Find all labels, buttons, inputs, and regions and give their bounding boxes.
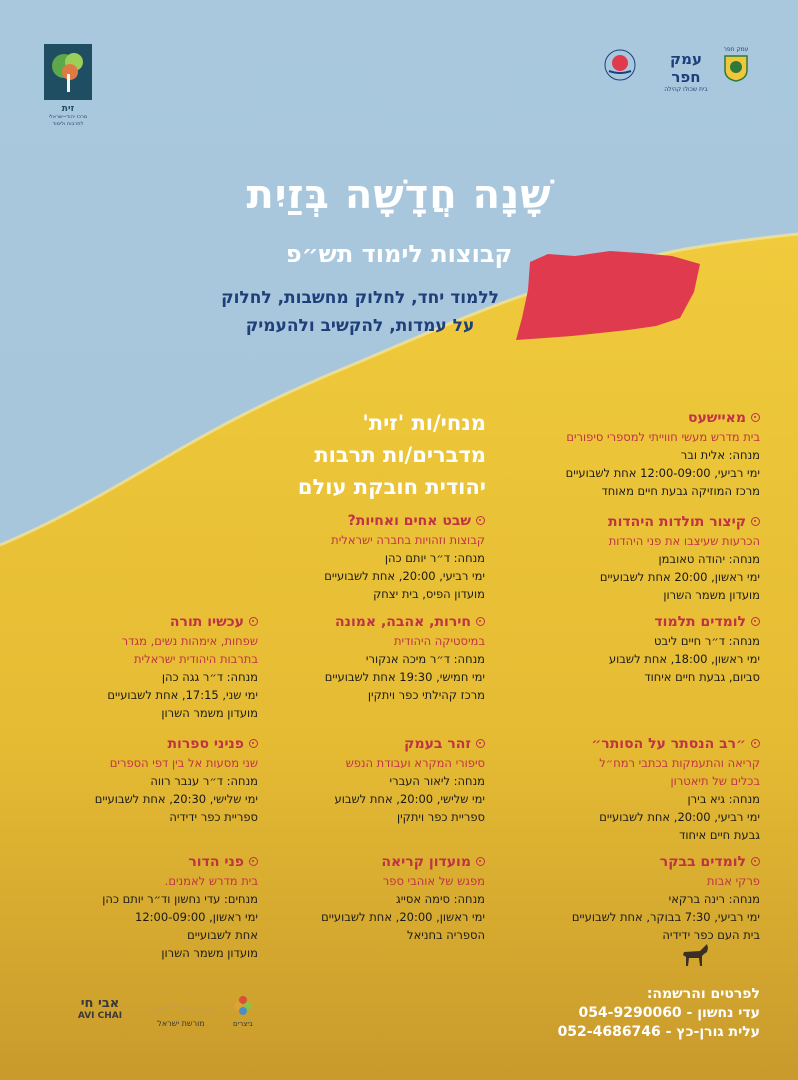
course-subtitle: סיפורי המקרא ועבודת הנפש bbox=[345, 756, 485, 770]
course-subtitle: בכלים של תיאטרון bbox=[670, 774, 760, 788]
contact-heading: לפרטים והרשמה: bbox=[646, 986, 760, 1002]
circle-logo bbox=[603, 48, 637, 82]
flower-logo-text: ביצרים bbox=[233, 1020, 253, 1028]
wave-icon bbox=[148, 1003, 214, 1015]
course-detail: ימי ראשון, 12:00-09:00 bbox=[135, 910, 258, 924]
emek-hefer-text: עמק חפר bbox=[670, 50, 702, 86]
course-title-text: עכשיו תורה bbox=[169, 614, 244, 630]
shield-icon bbox=[723, 54, 749, 82]
course-subtitle: בית מדרש מעשי חווייתי למספרי סיפורים bbox=[566, 430, 760, 444]
moreshet-logo bbox=[148, 1000, 214, 1029]
course-title-text: שבט אחים ואחיות? bbox=[347, 513, 471, 529]
target-icon bbox=[476, 516, 485, 525]
course-detail: מנחה: ד״ר מיכה אנקורי bbox=[365, 652, 485, 666]
course-detail: גבעת חיים איחוד bbox=[679, 828, 760, 842]
course-title bbox=[520, 734, 760, 754]
zayit-logo-sub: מרכז יהודי-ישראלי לתרבות ולימוד bbox=[48, 114, 88, 127]
course-detail: מנחה: ד״ר גגה כהן bbox=[161, 670, 258, 684]
course-detail: מרכז המוזיקה גבעת חיים מאוחד bbox=[601, 484, 760, 498]
course-title-text: לומדים בבקר bbox=[659, 854, 746, 870]
donkey-icon bbox=[680, 942, 710, 968]
course-title-text: זהר בעמק bbox=[404, 736, 471, 752]
course-subtitle: שני מסעות אל בין דפי הספרים bbox=[109, 756, 258, 770]
emek-emblem bbox=[722, 46, 750, 86]
course-title bbox=[245, 612, 485, 632]
guides-line2: מדברים/ות תרבות bbox=[314, 443, 486, 467]
course-detail: ימי רביעי, 20:00, אחת לשבועיים bbox=[599, 810, 760, 824]
course-detail: ימי ראשון, 20:00, אחת לשבועיים bbox=[321, 910, 485, 924]
course-card bbox=[520, 408, 760, 500]
target-icon bbox=[751, 517, 760, 526]
course-detail: סביום, גבעת חיים איחוד bbox=[644, 670, 760, 684]
course-card bbox=[245, 612, 485, 704]
course-detail: מנחה: סימה אסייג bbox=[395, 892, 485, 906]
course-title bbox=[520, 512, 760, 532]
course-detail: ימי שלישי, 20:30, אחת לשבועיים bbox=[94, 792, 258, 806]
course-card bbox=[520, 852, 760, 944]
course-detail: ימי רביעי, 12:00-09:00 אחת לשבועיים bbox=[565, 466, 760, 480]
course-title-text: פני הדור bbox=[188, 854, 244, 870]
course-card bbox=[520, 512, 760, 604]
course-detail: מנחה: ליאור העברי bbox=[389, 774, 485, 788]
course-detail: ספריית כפר ידידיה bbox=[169, 810, 258, 824]
flower-logo bbox=[228, 994, 258, 1028]
course-title bbox=[18, 734, 258, 754]
course-title bbox=[245, 852, 485, 872]
guides-block bbox=[276, 407, 486, 503]
course-title-text: מאיישעס bbox=[687, 410, 746, 426]
course-subtitle: קבוצות וזהויות בחברה ישראלית bbox=[331, 533, 485, 547]
course-detail: מועדון הפיס, בית יצחק bbox=[373, 587, 485, 601]
page-title: שָׁנָה חֲדָשָׁה בְּזַיִת bbox=[246, 172, 552, 218]
target-icon bbox=[751, 739, 760, 748]
course-detail: ימי שני, 17:15, אחת לשבועיים bbox=[107, 688, 258, 702]
course-subtitle: במיסטיקה היהודית bbox=[394, 634, 485, 648]
course-title bbox=[245, 734, 485, 754]
course-detail: ימי חמישי, 19:30 אחת לשבועיים bbox=[324, 670, 485, 684]
course-card bbox=[245, 734, 485, 826]
guides-line1: מנחי/ות 'זית' bbox=[362, 411, 486, 435]
page-subtitle: קבוצות לימוד תש״פ bbox=[285, 240, 513, 268]
course-detail: מנחה: ד״ר ענבר רווה bbox=[150, 774, 258, 788]
course-card bbox=[18, 612, 258, 722]
course-subtitle: בית מדרש לאמנים. bbox=[164, 874, 258, 888]
course-detail: מנחה: רינה ברקאי bbox=[668, 892, 760, 906]
zayit-logo bbox=[44, 44, 92, 128]
target-icon bbox=[476, 617, 485, 626]
course-detail: ימי רביעי, 7:30 בבוקר, אחת לשבועיים bbox=[571, 910, 760, 924]
course-title bbox=[520, 408, 760, 428]
course-detail: ספריית כפר ויתקין bbox=[396, 810, 485, 824]
course-title-text: קיצור תולדות היהדות bbox=[608, 514, 746, 530]
course-title-text: חירות, אהבה, אמונה bbox=[335, 614, 471, 630]
guides-line3: יהודית חובקת עולם bbox=[297, 475, 486, 499]
flower-icon bbox=[232, 994, 254, 1016]
course-title-text: מועדון קריאה bbox=[381, 854, 471, 870]
target-icon bbox=[476, 857, 485, 866]
target-icon bbox=[751, 617, 760, 626]
avi-chai-logo bbox=[70, 997, 130, 1021]
target-icon bbox=[751, 413, 760, 422]
course-detail: מנחה: אלית ובר bbox=[680, 448, 760, 462]
course-title-text: ״רב הנסתר על הסותר״ bbox=[591, 736, 746, 752]
avi-chai-text: אבי חי bbox=[80, 996, 120, 1011]
course-title bbox=[18, 852, 258, 872]
course-detail: מנחה: ד״ר חיים ליבט bbox=[654, 634, 760, 648]
contact-line2: עלית גורן-כץ - 052-4686746 bbox=[557, 1024, 760, 1040]
target-icon bbox=[476, 739, 485, 748]
course-detail: מועדון משמר השרון bbox=[161, 706, 258, 720]
tree-icon bbox=[44, 44, 92, 100]
sun-icon bbox=[603, 48, 637, 82]
course-subtitle: קריאה והתעמקות בכתבי רמח״ל bbox=[599, 756, 760, 770]
course-detail: מנחה: ד״ר יותם כהן bbox=[384, 551, 485, 565]
emek-hefer-logo bbox=[656, 50, 716, 94]
course-card bbox=[18, 734, 258, 826]
moreshet-text: מורשת ישראל bbox=[157, 1019, 205, 1028]
course-subtitle: פרקי אבות bbox=[706, 874, 760, 888]
course-detail: מנחה: יהודה טאובמן bbox=[658, 552, 760, 566]
avi-chai-en-text: AVI CHAI bbox=[77, 1011, 123, 1021]
zayit-logo-text: זית bbox=[61, 104, 75, 114]
course-detail: מרכז קהילתי כפר ויתקין bbox=[367, 688, 485, 702]
course-title bbox=[18, 612, 258, 632]
target-icon bbox=[751, 857, 760, 866]
course-detail: ימי ראשון, 20:00 אחת לשבועיים bbox=[599, 570, 760, 584]
course-detail: אחת לשבועיים bbox=[187, 928, 258, 942]
contact-line1: עדי נחשון - 054-9290060 bbox=[578, 1005, 760, 1021]
course-card bbox=[245, 852, 485, 944]
course-subtitle: שפחות, אימהות נשים, מגדר bbox=[121, 634, 258, 648]
tagline-line1: ללמוד יחד, לחלוק מחשבות, לחלוק bbox=[221, 288, 499, 308]
course-detail: מנחים: עדי נחשון וד״ר יותם כהן bbox=[102, 892, 258, 906]
course-detail: ימי שלישי, 20:00, אחת לשבוע bbox=[334, 792, 485, 806]
course-detail: הספריה בחניאל bbox=[407, 928, 485, 942]
course-card bbox=[18, 852, 258, 962]
tagline-line2: על עמדות, להקשיב ולהעמיק bbox=[245, 316, 475, 336]
course-subtitle: הכרעות שעיצבו את פני היהדות bbox=[608, 534, 760, 548]
course-card bbox=[245, 511, 485, 603]
course-card bbox=[520, 734, 760, 844]
course-detail: מועדון משמר השרון bbox=[663, 588, 760, 602]
course-title bbox=[520, 852, 760, 872]
course-detail: ימי רביעי, 20:00, אחת לשבועיים bbox=[324, 569, 485, 583]
emek-small-text: עמק חפר bbox=[723, 46, 749, 53]
course-title-text: פניני ספרות bbox=[167, 736, 244, 752]
course-detail: ימי ראשון, 18:00, אחת לשבוע bbox=[608, 652, 760, 666]
contact-block bbox=[520, 985, 760, 1042]
course-detail: מועדון משמר השרון bbox=[161, 946, 258, 960]
course-detail: בית העם כפר ידידיה bbox=[662, 928, 760, 942]
course-title bbox=[520, 612, 760, 632]
course-subtitle: בתרבות היהודית ישראלית bbox=[133, 652, 258, 666]
course-detail: מנחה: גיא בירן bbox=[687, 792, 760, 806]
course-title-text: לומדים תלמוד bbox=[654, 614, 746, 630]
course-subtitle: מפגש של אוהבי ספר bbox=[382, 874, 485, 888]
course-title bbox=[245, 511, 485, 531]
emek-tagline: בית שכולו קהילה bbox=[664, 86, 708, 93]
course-card bbox=[520, 612, 760, 686]
